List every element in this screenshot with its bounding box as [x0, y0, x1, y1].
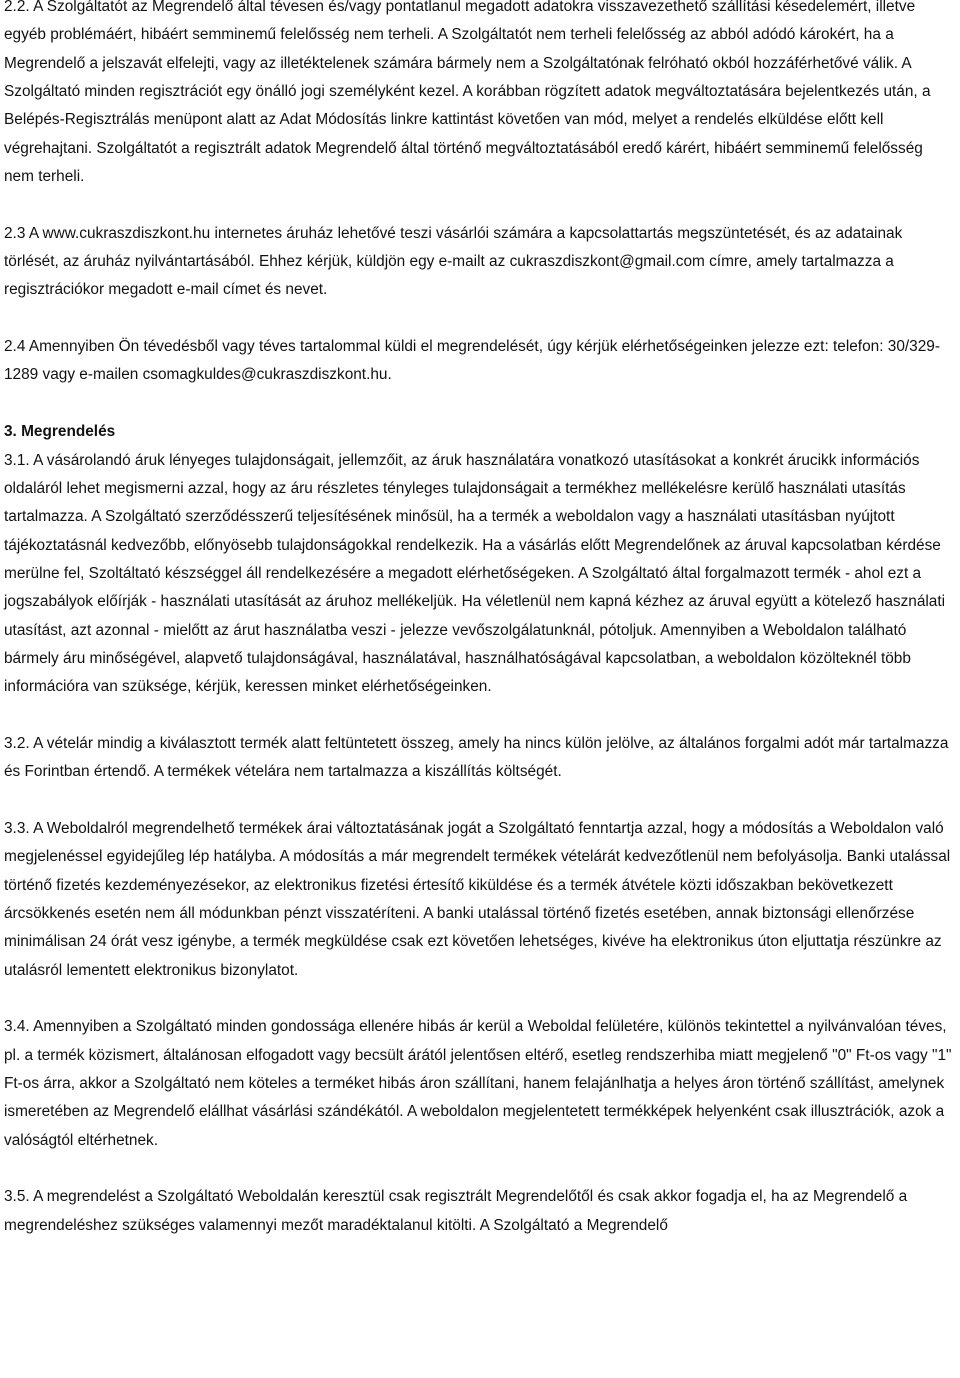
- paragraph-3-1: 3.1. A vásárolandó áruk lényeges tulajdonságait, jellemzőit, az áruk használatára vonatkozó utasításokat a konkrét árucikk információs oldaláról lehet megismerni azzal, hogy az áru részletes tényleges tulajdonságait a termékhez mellékelésre kerülő használati utasítás tartalmazza. A Szolgáltató szerződésszerű teljesítésének minősül, ha a termék a weboldalon vagy a használati utasításban nyújtott tájékoztatásnál kedvezőbb, előnyösebb tulajdonságokkal rendelkezik. Ha a vásárlás előtt Megrendelőnek az áruval kapcsolatban kérdése merülne fel, Szoltáltató készséggel áll rendelkezésére a megadott elérhetőségeken. A Szolgáltató által forgalmazott termék - ahol ezt a jogszabályok előírják - használati utasítását az áruhoz mellékeljük. Ha véletlenül nem kapná kézhez az áruval együtt a kötelező használati utasítást, azt azonnal - mielőtt az árut használatba veszi - jelezze vevőszolgálatunknál, pótoljuk. Amennyiben a Weboldalon található bármely áru minőségével, alapvető tulajdonságával, használatával, használhatóságával kapcsolatban, a weboldalon közölteknél több információra van szüksége, kérjük, keressen minket elérhetőségeinken.: [4, 451, 946, 696]
- paragraph-3-4: 3.4. Amennyiben a Szolgáltató minden gondossága ellenére hibás ár kerül a Weboldal felületére, különös tekintettel a nyilvánvalóan téves, pl. a termék közismert, általánosan elfogadott vagy becsült árától jelentősen eltérő, esetleg rendszerhiba miatt megjelenő "0" Ft-os vagy "1" Ft-os árra, akkor a Szolgáltató nem köteles a terméket hibás áron szállítani, hanem felajánlhatja a helyes áron történő szállítást, amelynek ismeretében az Megrendelő elállhat vásárlási szándékától. A weboldalon megjelentetett termékképek helyenként csak illusztrációk, azok a valóságtól eltérhetnek.: [4, 1018, 952, 1149]
- paragraph-3-2: 3.2. A vételár mindig a kiválasztott termék alatt feltüntetett összeg, amely ha nincs külön jelölve, az általános forgalmi adót már tartalmazza és Forintban értendő. A termékek vételára nem tartalmazza a kiszállítás költségét.: [4, 734, 949, 781]
- paragraph-2-4: 2.4 Amennyiben Ön tévedésből vagy téves tartalommal küldi el megrendelését, úgy kérjük elérhetőségeinken jelezze ezt: telefon: 30/329-1289 vagy e-mailen csomagkuldes@cukraszdiszkont.hu.: [4, 338, 940, 384]
- paragraph-3-5: 3.5. A megrendelést a Szolgáltató Weboldalán keresztül csak regisztrált Megrendelőtől és csak akkor fogadja el, ha az Megrendelő a megrendeléshez szükséges valamennyi mezőt maradéktalanul kitölti. A Szolgáltató a Megrendelő: [4, 1188, 908, 1234]
- section-heading-megrendeles: 3. Megrendelés: [4, 423, 116, 441]
- terms-document: [4, 0, 956, 1240]
- paragraph-2-3: 2.3 A www.cukraszdiszkont.hu internetes áruház lehetővé teszi vásárlói számára a kapcsolattartás megszüntetését, és az adatainak törlését, az áruház nyilvántartásából. Ehhez kérjük, küldjön egy e-mailt az cukraszdiszkont@gmail.com címre, amely tartalmazza a regisztrációkor megadott e-mail címet és nevet.: [4, 224, 903, 299]
- paragraph-2-2: 2.2. A Szolgáltatót az Megrendelő által tévesen és/vagy pontatlanul megadott adatokra visszavezethető szállítási késedelemért, illetve egyéb problémáért, hibáért semminemű felelősség nem terheli. A Szolgáltatót nem terheli felelősség az abból adódó károkért, ha a Megrendelő a jelszavát elfelejti, vagy az illetéktelenek számára bármely nem a Szolgáltatónak felróható okból hozzáférhetővé válik. A Szolgáltató minden regisztrációt egy önálló jogi személyként kezel. A korábban rögzített adatok megváltoztatására bejelentkezés után, a Belépés-Regisztrálás menüpont alatt az Adat Módosítás linkre kattintást követően van mód, melyet a rendelés elküldése előtt kell végrehajtani. Szolgáltatót a regisztrált adatok Megrendelő által történő megváltoztatásából eredő kárért, hibáért semminemű felelősség nem terheli.: [4, 0, 931, 186]
- paragraph-3-3: 3.3. A Weboldalról megrendelhető termékek árai változtatásának jogát a Szolgáltató fenntartja azzal, hogy a módosítás a Weboldalon való megjelenéssel egyidejűleg lép hatályba. A módosítás a már megrendelt termékek vételárát kedvezőtlenül nem befolyásolja. Banki utalással történő fizetés kezdeményezésekor, az elektronikus fizetési értesítő kiküldése és a termék átvétele közti időszakban bekövetkezett árcsökkenés esetén nem áll módunkban pénzt visszatéríteni. A banki utalással történő fizetés esetében, annak biztonsági ellenőrzése minimálisan 24 órát vesz igénybe, a termék megküldése csak ezt követően lehetséges, kivéve ha elektronikus úton eljuttatja részünkre az utalásról lementett elektronikus bizonylatot.: [4, 819, 951, 979]
